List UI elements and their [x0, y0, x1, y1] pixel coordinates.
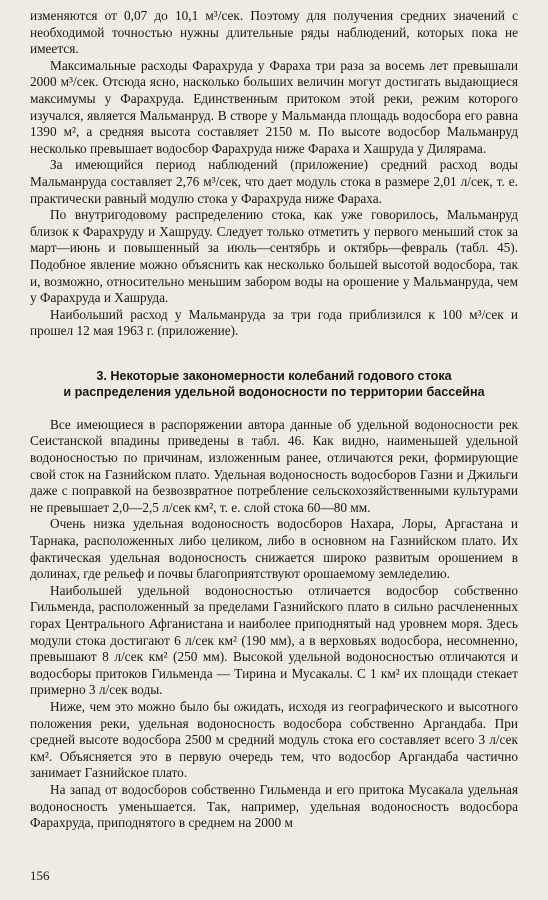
paragraph-argandab: Ниже, чем это можно было бы ожидать, исходя из географического и высотного положения реки, удельная водоносность водосбора собственно Аргандаба. При средней высоте водосбора 2500 м средний модуль стока его составляет всего 3 л/сек км². Объясняется это в первую очередь тем, что водосбор Аргандаба частично занимает Газнийское плато.	[30, 698, 518, 781]
paragraph-low-yield-basins: Очень низка удельная водоносность водосборов Нахара, Лоры, Аргастана и Тарнака, расположенных либо целиком, либо в основном на Газнийском плато. Их фактическая удельная водоносность снижается широко развитым орошением в долинах, где рельеф и почвы благоприятствуют орошаемому земледелию.	[30, 516, 518, 582]
paragraph-continued: изменяются от 0,07 до 10,1 м³/сек. Поэтому для получения средних значений с необходимой точностью нужны длительные ряды наблюдений, которых пока не имеется.	[30, 8, 518, 57]
paragraph-intra-annual: По внутригодовому распределению стока, как уже говорилось, Мальманруд близок к Фарахруду и Хашруду. Следует только отметить у первого меньший сток за март—июнь и повышенный за июль—сентябрь и октябрь—февраль (табл. 45). Подобное явление можно объяснить как несколько большей высотой водосбора, так и, возможно, относительно меньшим забором воды на орошение у Мальманруда, чем у Фарахруда и Хашруда.	[30, 207, 518, 306]
section-heading-line-1: 3. Некоторые закономерности колебаний годового стока	[96, 368, 452, 383]
paragraph-westward-decrease: На запад от водосборов собственно Гильменда и его притока Мусакала удельная водоносность уменьшается. Так, например, удельная водоносность водосбора Фарахруда, приподнятого в среднем на 2000 м	[30, 781, 518, 831]
page-number: 156	[30, 868, 50, 883]
section-heading	[30, 368, 518, 400]
paragraph-max-discharge: Максимальные расходы Фарахруда у Фараха три раза за восемь лет превышали 2000 м³/сек. Отсюда ясно, насколько больших величин могут достигать выдающиеся максимумы у Фарахруда. Единственным притоком этой реки, режим которого изучался, является Мальманруд. В створе у Мальманда площадь водосбора его равна 1390 м², а средняя высота составляет 2150 м. По высоте водосбор Мальманруд несколько превышает водосбор Фарахруда ниже Фараха и Хашруда у Дилярама.	[30, 57, 518, 156]
paragraph-peak-discharge: Наибольший расход у Мальманруда за три года приблизился к 100 м³/сек и прошел 12 мая 1963 г. (приложение).	[30, 306, 518, 339]
paragraph-mean-discharge: За имеющийся период наблюдений (приложение) средний расход воды Мальманруда составляет 2,76 м³/сек, что дает модуль стока в размере 2,01 л/сек, т. е. практически равный модулю стока у Фарахруда ниже Фараха.	[30, 157, 518, 206]
paragraph-specific-yield-data: Все имеющиеся в распоряжении автора данные об удельной водоносности рек Сеистанской впадины приведены в табл. 46. Как видно, наименьшей удельной водоносностью по причинам, изложенным ранее, отличаются реки, формирующие свой сток на Газнийском плато. Удельная водоносность водосборов Газни и Джильги даже с поправкой на безвозвратное потребление сельскохозяйственными культурами не превышает 2,0—2,5 л/сек км², т. е. слой стока 60—80 мм.	[30, 416, 518, 515]
section-heading-line-2: и распределения удельной водоносности по территории бассейна	[63, 384, 485, 399]
paragraph-highest-yield: Наибольшей удельной водоносностью отличается водосбор собственно Гильменда, расположенный за пределами Газнийского плато в сильно расчлененных горах Центрального Афганистана и наиболее приподнятый над уровнем моря. Здесь модули стока достигают 6 л/сек км² (190 мм), а в верховьях водосбора, несомненно, превышают 8 л/сек км² (250 мм). Высокой удельной водоносностью отличаются и водосборы притоков Гильменда — Тирина и Мусакалы. С 1 км² их площади стекает примерно 3 л/сек воды.	[30, 582, 518, 698]
